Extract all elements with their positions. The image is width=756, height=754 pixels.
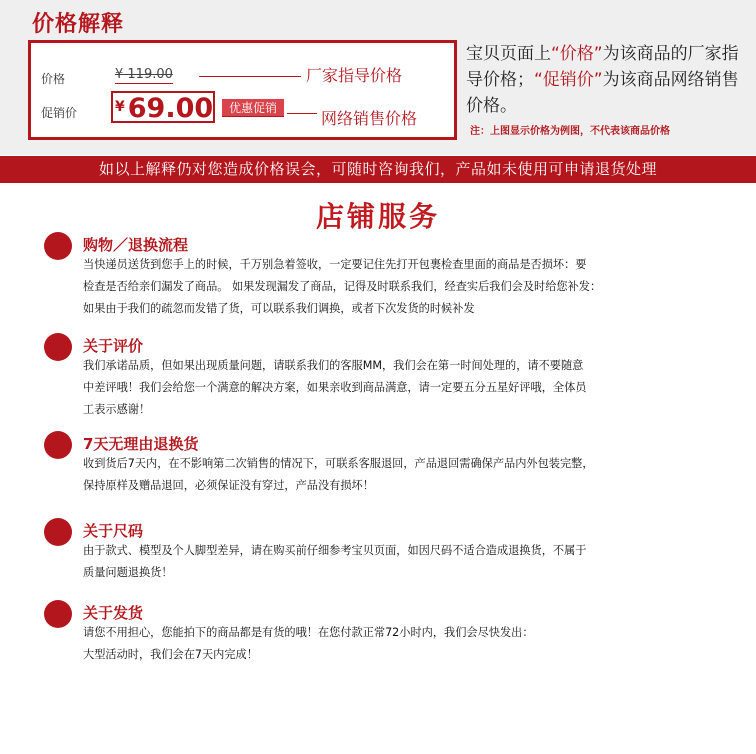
service-body xyxy=(83,355,683,421)
side-note-quote: “价格” xyxy=(551,44,603,64)
service-heading: 7天无理由退换货 xyxy=(83,435,199,453)
service-line: 检查是否给亲们漏发了商品。 如果发现漏发了商品，记得及时联系我们，经查实后我们会及时给您补发： xyxy=(83,280,602,293)
service-heading: 购物／退换流程 xyxy=(83,236,189,254)
service-title: 店铺服务 xyxy=(315,200,440,233)
service-line: 请您不用担心，您能拍下的商品都是有货的哦！在您付款正常72小时内，我们会尽快发出： xyxy=(83,626,534,639)
bullet-dot-icon xyxy=(44,333,72,361)
service-line: 工表示感谢！ xyxy=(83,403,151,416)
service-line: 我们承诺品质，但如果出现质量问题，请联系我们的客服MM，我们会在第一时间处理的，请不要随意 xyxy=(83,359,584,372)
promo-tag: 优惠促销 xyxy=(222,99,284,117)
service-body xyxy=(83,453,683,497)
currency-symbol: ¥ xyxy=(115,99,125,115)
service-line: 当快递员送货到您手上的时候，千万别急着签收，一定要记住先打开包裹检查里面的商品是否损坏：要 xyxy=(83,258,587,271)
promo-price-value: 69.00 xyxy=(127,93,214,124)
bullet-dot-icon xyxy=(44,232,72,260)
annotation-online-price: 网络销售价格 xyxy=(321,109,418,128)
bullet-dot-icon xyxy=(44,518,72,546)
side-note-text: 宝贝页面上 xyxy=(466,44,551,64)
service-heading: 关于评价 xyxy=(83,337,144,355)
service-line: 由于款式、模型及个人脚型差异，请在购买前仔细参考宝贝页面，如因尺码不适合造成退换货，不属于 xyxy=(83,544,587,557)
side-note-text: 为该商品网络销售价格。 xyxy=(466,70,739,116)
panel-title: 价格解释 xyxy=(32,12,125,37)
side-note-text: 为该商品的厂家指导价格； xyxy=(466,44,739,90)
service-line: 如果由于我们的疏忽而发错了货，可以联系我们调换，或者下次发货的时候补发 xyxy=(83,302,475,315)
price-side-note xyxy=(466,41,754,119)
price-label: 价格 xyxy=(41,72,66,86)
price-explanation-panel xyxy=(0,0,756,155)
price-warning: 注：上图显示价格为例图，不代表该商品价格 xyxy=(470,126,670,137)
service-line: 中差评哦！我们会给您一个满意的解决方案，如果亲收到商品满意，请一定要五分五星好评哦，全体员 xyxy=(83,381,587,394)
connector-line xyxy=(287,113,317,114)
service-line: 质量问题退换货！ xyxy=(83,566,173,579)
service-body xyxy=(83,254,683,320)
service-line: 收到货后7天内，在不影响第二次销售的情况下，可联系客服退回，产品退回需确保产品内外包装完整， xyxy=(83,457,594,470)
promo-label: 促销价 xyxy=(41,106,78,120)
service-line: 大型活动时，我们会在7天内完成！ xyxy=(83,648,258,661)
bullet-dot-icon xyxy=(44,600,72,628)
original-price: ¥ 119.00 xyxy=(115,67,173,82)
bullet-dot-icon xyxy=(44,431,72,459)
price-example-box xyxy=(28,40,457,140)
service-body xyxy=(83,540,683,584)
notice-banner: 如以上解释仍对您造成价格误会，可随时咨询我们，产品如未使用可申请退货处理 xyxy=(0,156,756,183)
annotation-guide-price: 厂家指导价格 xyxy=(306,66,403,85)
service-heading: 关于发货 xyxy=(83,604,144,622)
connector-line xyxy=(199,76,301,77)
promo-price-box xyxy=(111,91,215,123)
service-heading: 关于尺码 xyxy=(83,522,144,540)
side-note-quote: “促销价” xyxy=(534,70,603,90)
service-body xyxy=(83,622,683,666)
service-line: 保持原样及赠品退回，必须保证没有穿过，产品没有损坏！ xyxy=(83,479,374,492)
